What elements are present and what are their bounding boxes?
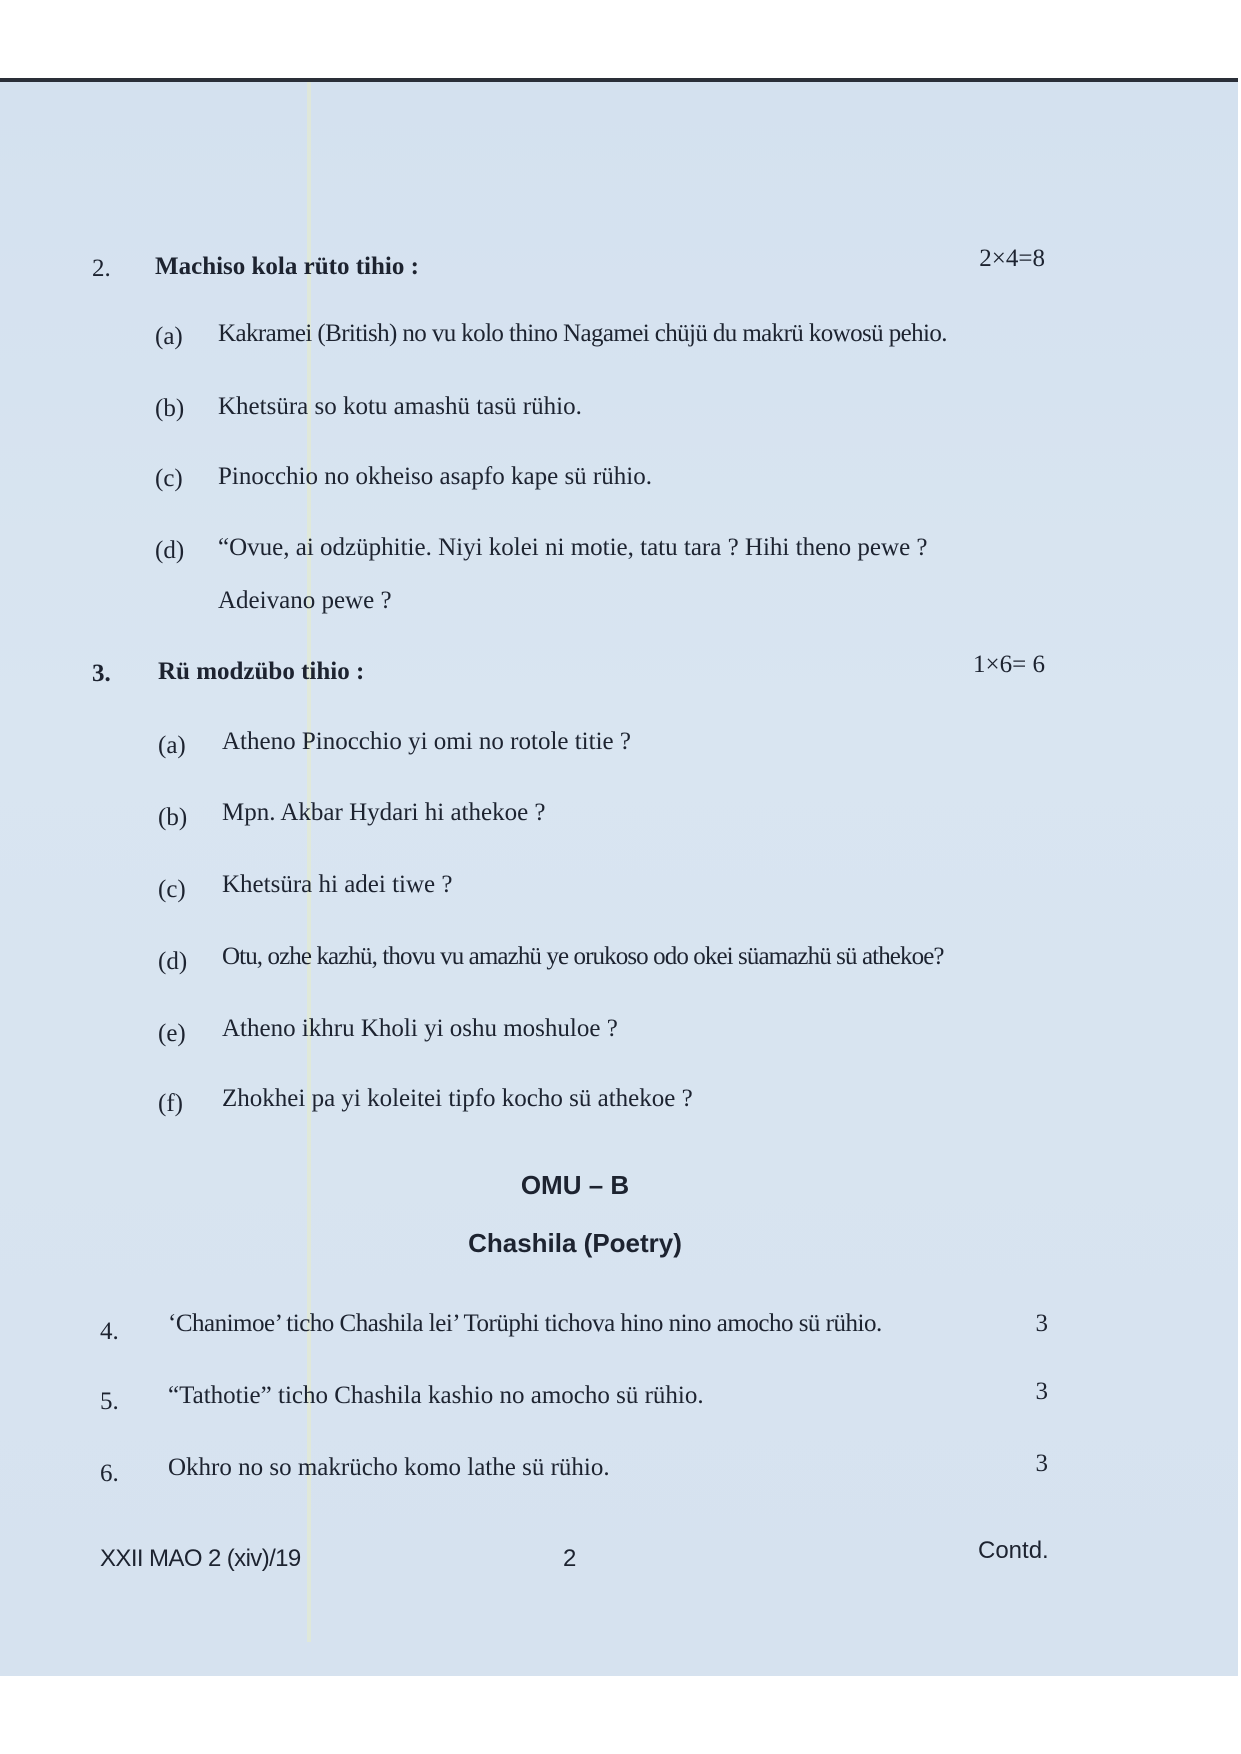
footer-paper-code: XXII MAO 2 (xiv)/19 [100, 1545, 301, 1572]
footer-contd: Contd. [978, 1537, 1049, 1564]
q3-part-f-text: Zhokhei pa yi koleitei tipfo kocho sü athekoe ? [222, 1085, 693, 1112]
q3-part-d-label: (d) [158, 948, 188, 975]
section-subtitle: Chashila (Poetry) [468, 1228, 682, 1258]
q2-part-b-text: Khetsüra so kotu amashü tasü rühio. [218, 393, 582, 420]
q3-part-e-text: Atheno ikhru Kholi yi oshu moshuloe ? [222, 1015, 618, 1042]
q3-part-a-text: Atheno Pinocchio yi omi no rotole titie ? [222, 728, 631, 755]
q6-number: 6. [100, 1460, 119, 1487]
q6-text: Okhro no so makrücho komo lathe sü rühio. [168, 1454, 610, 1481]
q6-marks: 3 [1035, 1450, 1048, 1477]
q5-text: “Tathotie” ticho Chashila kashio no amocho sü rühio. [168, 1382, 704, 1409]
q3-part-b-label: (b) [158, 804, 188, 831]
q3-part-d-text: Otu, ozhe kazhü, thovu vu amazhü ye orukoso odo okei süamazhü sü athekoe? [222, 943, 944, 970]
q5-marks: 3 [1035, 1378, 1048, 1405]
q2-part-d-label: (d) [155, 537, 185, 564]
footer-page-number: 2 [563, 1545, 577, 1572]
q4-marks: 3 [1035, 1310, 1048, 1337]
q2-part-d-text-continued: Adeivano pewe ? [218, 587, 392, 614]
q2-part-a-text: Kakramei (British) no vu kolo thino Nagamei chüjü du makrü kowosü pehio. [218, 320, 947, 347]
q3-title: Rü modzübo tihio : [158, 658, 365, 685]
q3-part-c-text: Khetsüra hi adei tiwe ? [222, 871, 453, 898]
q3-part-a-label: (a) [158, 732, 186, 759]
q5-number: 5. [100, 1388, 119, 1415]
q3-part-e-label: (e) [158, 1020, 186, 1047]
q2-title: Machiso kola rüto tihio : [155, 253, 419, 280]
q3-marks: 1×6= 6 [973, 651, 1045, 678]
q3-part-b-text: Mpn. Akbar Hydari hi athekoe ? [222, 799, 546, 826]
q3-number: 3. [92, 660, 111, 687]
q2-part-c-text: Pinocchio no okheiso asapfo kape sü rühio. [218, 463, 652, 490]
q3-part-c-label: (c) [158, 876, 186, 903]
q4-number: 4. [100, 1318, 119, 1345]
q2-part-a-label: (a) [155, 323, 183, 350]
q2-part-b-label: (b) [155, 395, 185, 422]
q3-part-f-label: (f) [158, 1090, 183, 1117]
q2-part-d-text: “Ovue, ai odzüphitie. Niyi kolei ni motie, tatu tara ? Hihi theno pewe ? [218, 534, 928, 561]
q2-number: 2. [92, 255, 111, 282]
q2-part-c-label: (c) [155, 465, 183, 492]
q2-marks: 2×4=8 [979, 245, 1045, 272]
q4-text: ‘Chanimoe’ ticho Chashila lei’ Torüphi tichova hino nino amocho sü rühio. [168, 1310, 882, 1337]
section-title: OMU – B [520, 1170, 630, 1200]
